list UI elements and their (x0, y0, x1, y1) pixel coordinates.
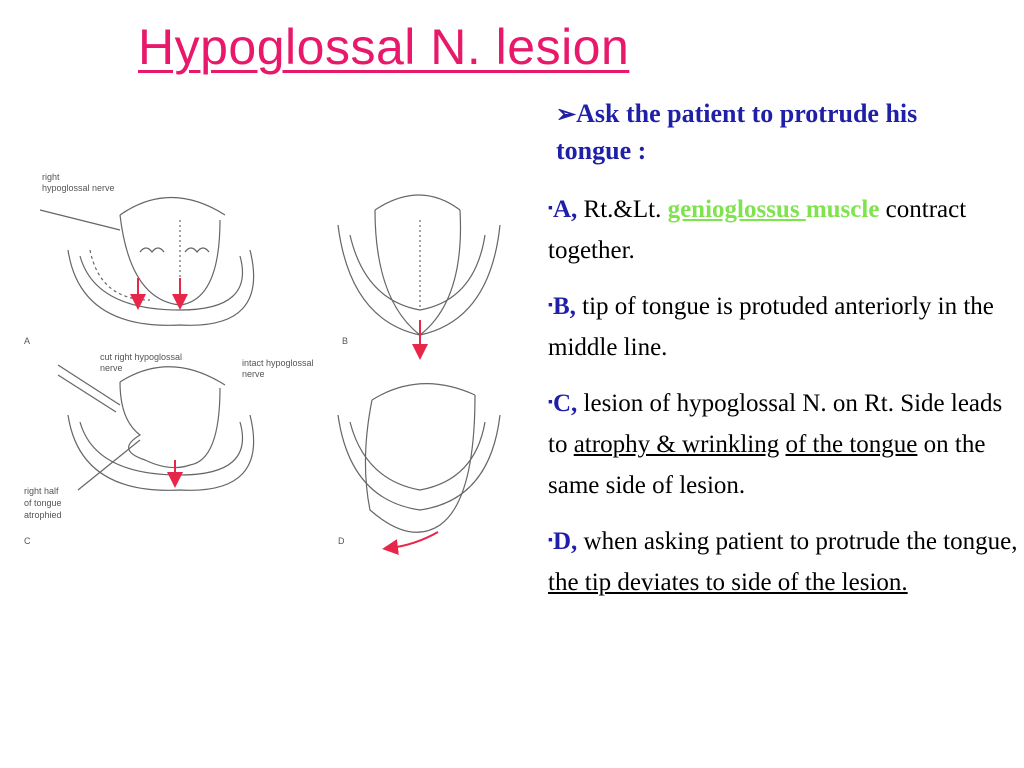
slide-title: Hypoglossal N. lesion (138, 19, 630, 75)
label-intact-2: nerve (242, 369, 265, 379)
bullet-b (548, 285, 1018, 368)
bullet-c-text-2: on the same side of lesion. (548, 431, 986, 499)
bullet-c-underline-2: of the tongue (785, 431, 918, 458)
label-atrophy-2: of tongue (24, 498, 62, 508)
panel-d-arrow (390, 532, 438, 548)
panel-c-letter: C (24, 536, 31, 546)
instruction-heading (556, 96, 996, 169)
panel-b-drawing (338, 195, 500, 335)
bullet-list (548, 188, 1018, 617)
genioglossus-term: genioglossus (667, 196, 806, 223)
muscle-term: muscle (805, 196, 880, 223)
panel-a-letter: A (24, 336, 31, 346)
bullet-b-key: B, (552, 293, 576, 320)
bullet-d-underline: the tip deviates to side of the lesion. (548, 569, 908, 596)
bullet-c-text-1: lesion of hypoglossal N. on Rt. Side leads to (548, 390, 1003, 458)
tongue-diagram (20, 160, 530, 560)
arrow-bullet-icon: ➢ (556, 102, 577, 128)
panel-b-letter: B (342, 336, 349, 346)
bullet-c-underline-1: atrophy & wrinkling (573, 431, 780, 458)
bullet-c (548, 382, 1018, 506)
bullet-a-text-1: Rt.&Lt. (583, 196, 662, 223)
square-bullet-icon: ▪ (548, 533, 553, 548)
bullet-a-text-2: contract together. (548, 196, 967, 264)
label-right-2: hypoglossal nerve (42, 183, 115, 193)
bullet-d (548, 520, 1018, 603)
panel-d-letter: D (338, 536, 345, 546)
panel-a-drawing (40, 198, 254, 326)
label-atrophy-3: atrophied (24, 510, 62, 520)
label-intact-1: intact hypoglossal (242, 358, 314, 368)
instruction-text: Ask the patient to protrude his tongue : (556, 99, 918, 165)
bullet-b-text: tip of tongue is protuded anteriorly in the middle line. (548, 293, 994, 361)
label-cut-1: cut right hypoglossal (100, 352, 183, 362)
square-bullet-icon: ▪ (548, 395, 553, 410)
square-bullet-icon: ▪ (548, 298, 553, 313)
square-bullet-icon: ▪ (548, 201, 553, 216)
bullet-c-key: C, (552, 390, 578, 417)
panel-c-drawing (58, 365, 254, 490)
bullet-d-key: D, (552, 528, 578, 555)
bullet-d-text-1: when asking patient to protrude the tongue, (583, 528, 1018, 555)
bullet-a-key: A, (552, 196, 578, 223)
bullet-a (548, 188, 1018, 271)
label-right-1: right (42, 172, 60, 182)
panel-d-drawing (338, 384, 500, 533)
label-cut-2: nerve (100, 363, 123, 373)
label-atrophy-1: right half (24, 486, 59, 496)
